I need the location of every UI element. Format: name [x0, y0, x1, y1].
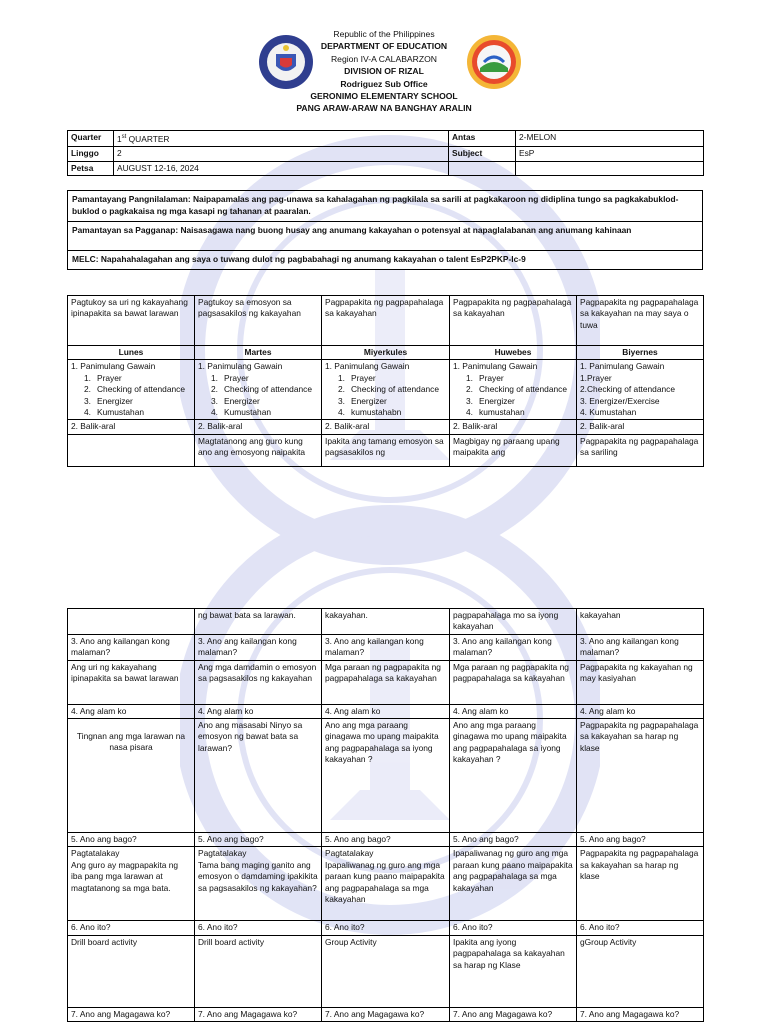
- list-item: 4. Kumustahan: [211, 407, 272, 418]
- quarter-value: 1st QUARTER: [114, 131, 449, 147]
- routine-list: [71, 373, 191, 419]
- linggo-value: 2: [114, 147, 449, 161]
- balik-aral-huwebes: Magbigay ng paraang upang maipakita ang: [450, 434, 577, 466]
- list-item: 1. Prayer: [84, 372, 122, 383]
- balik-aral-miyerkules: Ipakita ang tamang emosyon sa pagsasakilos ng: [322, 434, 450, 466]
- q6-martes: Drill board activity: [195, 935, 322, 1007]
- list-item: 1. Prayer: [338, 372, 376, 383]
- q3-label: 3. Ano ang kailangan kong malaman?: [450, 634, 577, 660]
- q3-label: 3. Ano ang kailangan kong malaman?: [195, 634, 322, 660]
- list-item: 4. kumustahabn: [338, 407, 402, 418]
- q4-martes: Ano ang masasabi Ninyo sa emosyon ng bawat bata sa larawan?: [195, 719, 322, 833]
- panimula-label: 1. Panimulang Gawain: [580, 361, 665, 372]
- list-item: 4. Kumustahan: [84, 407, 145, 418]
- q3-martes: Ang mga damdamin o emosyon sa pagsasakilos ng kakayahan: [195, 660, 322, 704]
- q5-lunes: [68, 847, 195, 921]
- panimula-miyerkules: [322, 360, 450, 420]
- antas-value: 2-MELON: [516, 131, 704, 147]
- q3-lunes: Ang uri ng kakayahang ipinapakita sa bawat larawan: [68, 660, 195, 704]
- q4-label: 4. Ang alam ko: [322, 704, 450, 718]
- q4-label: 4. Ang alam ko: [577, 704, 704, 718]
- school-name: GERONIMO ELEMENTARY SCHOOL: [310, 91, 458, 102]
- q6-huwebes: Ipakita ang iyong pagpapahalaga sa kakayahan sa harap ng Klase: [450, 935, 577, 1007]
- empty-cell: [516, 161, 704, 175]
- balik-aral-cont-biyernes: kakayahan: [577, 609, 704, 635]
- day-header-huwebes: Huwebes: [450, 346, 577, 360]
- q5-label: 5. Ano ang bago?: [450, 833, 577, 847]
- panimula-huwebes: [450, 360, 577, 420]
- q5-biyernes: Pagpapakita ng pagpapahalaga sa kakayahan sa harap ng klase: [577, 847, 704, 921]
- list-item: 3. Energizer/Exercise: [580, 395, 660, 406]
- q4-miyerkules: Ano ang mga paraang ginagawa mo upang maipakita ang pagpapahalaga sa iyong kakayahan ?: [322, 719, 450, 833]
- list-item: 1. Prayer: [211, 372, 249, 383]
- region-line: Region IV-A CALABARZON: [330, 53, 438, 64]
- petsa-value: AUGUST 12-16, 2024: [114, 161, 449, 175]
- list-item: 3. Energizer: [84, 395, 133, 406]
- q3-label: 3. Ano ang kailangan kong malaman?: [322, 634, 450, 660]
- empty-cell: [449, 161, 516, 175]
- balik-aral-biyernes: Pagpapakita ng pagpapahalaga sa sariling: [577, 434, 704, 466]
- day-header-biyernes: Biyernes: [577, 346, 704, 360]
- info-table: [67, 130, 704, 176]
- balik-aral-cont-miyerkules: kakayahan.: [322, 609, 450, 635]
- objective-martes: Pagtukoy sa emosyon sa pagsasakilos ng kakayahan: [195, 296, 322, 346]
- list-item: 2.Checking of attendance: [580, 384, 675, 395]
- panimula-label: 1. Panimulang Gawain: [71, 361, 156, 372]
- balik-aral-lunes: [68, 434, 195, 466]
- q4-label: 4. Ang alam ko: [195, 704, 322, 718]
- list-item: 2. Checking of attendance: [211, 384, 312, 395]
- q6-label: 6. Ano ito?: [577, 921, 704, 935]
- list-item: 2. Checking of attendance: [84, 384, 185, 395]
- balik-aral-label: 2. Balik-aral: [68, 420, 195, 434]
- list-item: 1.Prayer: [580, 372, 612, 383]
- balik-aral-label: 2. Balik-aral: [322, 420, 450, 434]
- q5-martes: [195, 847, 322, 921]
- q5-heading: Pagtatalakay: [71, 848, 120, 859]
- letterhead: [0, 28, 768, 115]
- objective-lunes: Pagtukoy sa uri ng kakayahang ipinapakita sa bawat larawan: [68, 296, 195, 346]
- q5-text: Ang guro ay magpapakita ng iba pang mga larawan at magtatanong sa mga bata.: [71, 859, 179, 893]
- panimula-label: 1. Panimulang Gawain: [325, 361, 410, 372]
- q6-label: 6. Ano ito?: [68, 921, 195, 935]
- list-item: 2. Checking of attendance: [338, 384, 439, 395]
- balik-aral-cont-lunes: [68, 609, 195, 635]
- objective-biyernes: Pagpapakita ng pagpapahalaga sa kakayahan na may saya o tuwa: [577, 296, 704, 346]
- suboffice-line: Rodriguez Sub Office: [340, 78, 428, 89]
- objective-huwebes: Pagpapakita ng pagpapahalaga sa kakayahan: [450, 296, 577, 346]
- q5-label: 5. Ano ang bago?: [577, 833, 704, 847]
- q5-text: Ipapaliwanag ng guro ang mga paraan kung paano maipapakita ang pagpapahalaga sa mga kakayahan: [325, 859, 445, 905]
- list-item: 3. Energizer: [466, 395, 515, 406]
- q6-lunes: Drill board activity: [68, 935, 195, 1007]
- list-item: 3. Energizer: [338, 395, 387, 406]
- q7-label: 7. Ano ang Magagawa ko?: [195, 1007, 322, 1021]
- melc: MELC: Napahahalagahan ang saya o tuwang dulot ng pagbabahagi ng anumang kakayahan o talent EsP2PKP-Ic-9: [68, 251, 703, 270]
- q6-biyernes: gGroup Activity: [577, 935, 704, 1007]
- list-item: 1. Prayer: [466, 372, 504, 383]
- q6-miyerkules: Group Activity: [322, 935, 450, 1007]
- q5-text: Tama bang maging ganito ang emosyon o damdaming ipakikita sa pagsasakilos ng kakayahan?: [198, 859, 318, 893]
- division-line: DIVISION OF RIZAL: [344, 66, 424, 77]
- lesson-plan-table-page2: [67, 608, 704, 1022]
- q3-biyernes: Pagpapakita ng kakayahan ng may kasiyahan: [577, 660, 704, 704]
- q5-heading: Pagtatalakay: [198, 848, 247, 859]
- q7-label: 7. Ano ang Magagawa ko?: [450, 1007, 577, 1021]
- panimula-martes: [195, 360, 322, 420]
- day-header-lunes: Lunes: [68, 346, 195, 360]
- republic-line: Republic of the Philippines: [333, 29, 435, 39]
- balik-aral-martes: Magtatanong ang guro kung ano ang emosyong naipakita: [195, 434, 322, 466]
- list-item: 3. Energizer: [211, 395, 260, 406]
- subject-label: Subject: [449, 147, 516, 161]
- q5-label: 5. Ano ang bago?: [68, 833, 195, 847]
- balik-aral-label: 2. Balik-aral: [577, 420, 704, 434]
- day-header-miyerkules: Miyerkules: [322, 346, 450, 360]
- q7-label: 7. Ano ang Magagawa ko?: [577, 1007, 704, 1021]
- q4-label: 4. Ang alam ko: [68, 704, 195, 718]
- panimula-label: 1. Panimulang Gawain: [198, 361, 283, 372]
- q5-heading: Pagtatalakay: [325, 848, 374, 859]
- balik-aral-cont-martes: ng bawat bata sa larawan.: [195, 609, 322, 635]
- q4-huwebes: Ano ang mga paraang ginagawa mo upang maipakita ang pagpapahalaga sa iyong kakayahan ?: [450, 719, 577, 833]
- q7-label: 7. Ano ang Magagawa ko?: [68, 1007, 195, 1021]
- subject-value: EsP: [516, 147, 704, 161]
- list-item: 4. Kumustahan: [580, 407, 637, 418]
- q4-label: 4. Ang alam ko: [450, 704, 577, 718]
- q5-miyerkules: [322, 847, 450, 921]
- q4-biyernes: Pagpapakita ng pagpapahalaga sa kakayahan sa harap ng klase: [577, 719, 704, 833]
- q5-label: 5. Ano ang bago?: [195, 833, 322, 847]
- routine-list: [325, 373, 446, 419]
- antas-label: Antas: [449, 131, 516, 147]
- pamantayang-pangnilalaman: Pamantayang Pangnilalaman: Naipapamalas ang pag-unawa sa kahalagahan ng pagkilala sa sarili at pagkakaroon ng didiplina tungo sa pagkakabuklod-buklod o pagkakaisa ng mga kasapi ng tahanan at paaralan.: [68, 191, 703, 222]
- objective-miyerkules: Pagpapakita ng pagpapahalaga sa kakayahan: [322, 296, 450, 346]
- department-line: DEPARTMENT OF EDUCATION: [320, 41, 448, 52]
- q5-huwebes: Ipapaliwanag ng guro ang mga paraan kung paano maipapakita ang pagpapahalaga sa mga kakayahan: [450, 847, 577, 921]
- lesson-plan-table-page1: [67, 295, 704, 467]
- petsa-label: Petsa: [68, 161, 114, 175]
- day-header-martes: Martes: [195, 346, 322, 360]
- document-title: PANG ARAW-ARAW NA BANGHAY ARALIN: [296, 103, 472, 114]
- q6-label: 6. Ano ito?: [195, 921, 322, 935]
- balik-aral-cont-huwebes: pagpapahalaga mo sa iyong kakayahan: [450, 609, 577, 635]
- quarter-label: Quarter: [68, 131, 114, 147]
- q3-huwebes: Mga paraan ng pagpapakita ng pagpapahalaga sa kakayahan: [450, 660, 577, 704]
- q4-lunes: Tingnan ang mga larawan na nasa pisara: [68, 719, 195, 833]
- list-item: 2. Checking of attendance: [466, 384, 567, 395]
- balik-aral-label: 2. Balik-aral: [450, 420, 577, 434]
- standards-table: [67, 190, 703, 270]
- q6-label: 6. Ano ito?: [450, 921, 577, 935]
- q5-label: 5. Ano ang bago?: [322, 833, 450, 847]
- routine-list: [453, 373, 573, 419]
- q3-label: 3. Ano ang kailangan kong malaman?: [577, 634, 704, 660]
- list-item: 4. kumustahan: [466, 407, 525, 418]
- balik-aral-label: 2. Balik-aral: [195, 420, 322, 434]
- linggo-label: Linggo: [68, 147, 114, 161]
- pamantayan-sa-pagganap: Pamantayan sa Pagganap: Naisasagawa nang buong husay ang anumang kakayahan o potensyal at napaglalabanan ang anumang kahinaan: [68, 222, 703, 251]
- routine-list: [198, 373, 318, 419]
- q6-label: 6. Ano ito?: [322, 921, 450, 935]
- q7-label: 7. Ano ang Magagawa ko?: [322, 1007, 450, 1021]
- q3-miyerkules: Mga paraan ng pagpapakita ng pagpapahalaga sa kakayahan: [322, 660, 450, 704]
- panimula-label: 1. Panimulang Gawain: [453, 361, 538, 372]
- panimula-lunes: [68, 360, 195, 420]
- panimula-biyernes: [577, 360, 704, 420]
- q3-label: 3. Ano ang kailangan kong malaman?: [68, 634, 195, 660]
